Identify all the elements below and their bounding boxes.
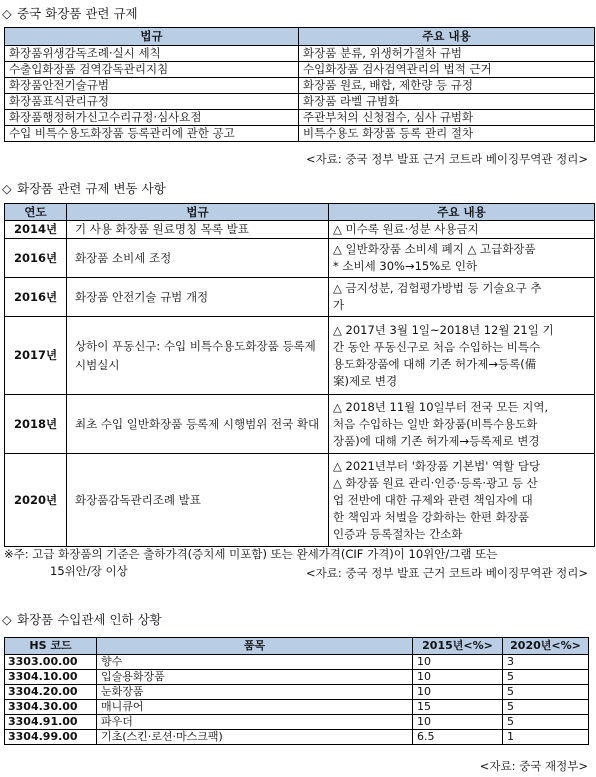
law-cell: 기 사용 화장품 원료명칭 목록 발표: [67, 221, 329, 239]
hs-code-cell: 3304.91.00: [5, 715, 97, 730]
content-cell: 화장품 분류, 위생허가절차 규범: [299, 46, 595, 62]
year-cell: 2016년: [5, 278, 67, 317]
table-header-row: [5, 638, 589, 655]
col-header-2015: 2015년<%>: [413, 638, 503, 655]
law-cell: 화장품위생감독조례·실시 세칙: [5, 46, 299, 62]
rate-2015-cell: 10: [413, 685, 503, 700]
table-row: [5, 62, 595, 78]
table-row: [5, 110, 595, 126]
diamond-bullet-icon: ◇: [2, 6, 12, 21]
year-cell: 2018년: [5, 395, 67, 454]
content-cell: 수입화장품 검사검역관리의 법적 근거: [299, 62, 595, 78]
item-cell: 매니큐어: [97, 700, 413, 715]
table-row: [5, 700, 589, 715]
law-cell: 화장품안전기술규범: [5, 78, 299, 94]
item-cell: 입술용화장품: [97, 670, 413, 685]
law-cell: 화장품 안전기술 규범 개정: [67, 278, 329, 317]
col-header-2020: 2020년<%>: [503, 638, 589, 655]
col-header-law: 법규: [5, 28, 299, 46]
diamond-bullet-icon: ◇: [2, 181, 12, 196]
hs-code-cell: 3304.20.00: [5, 685, 97, 700]
regulation-change-table: [4, 203, 595, 547]
table-row: [5, 454, 595, 547]
rate-2015-cell: 15: [413, 700, 503, 715]
law-cell: 상하이 푸동신구: 수입 비특수용도화장품 등록제 시범실시: [67, 317, 329, 395]
diamond-bullet-icon: ◇: [2, 612, 12, 627]
rate-2015-cell: 10: [413, 670, 503, 685]
table-row: [5, 46, 595, 62]
year-cell: 2020년: [5, 454, 67, 547]
law-cell: 수출입화장품 검역감독관리지침: [5, 62, 299, 78]
item-cell: 기초(스킨·로션·마스크팩): [97, 730, 413, 745]
law-cell: 화장품표식관리규정: [5, 94, 299, 110]
footnote-line-1: ※주: 고급 화장품의 기준은 출하가격(증치세 미포함) 또는 완세가격(CIF 가격)이 10위안/그램 또는: [4, 547, 498, 561]
table-row: [5, 221, 595, 239]
content-cell: △ 금지성분, 검험평가방법 등 기술요구 추 가: [329, 278, 595, 317]
source-note-2: <자료: 중국 정부 발표 근거 코트라 베이징무역관 정리>: [305, 566, 588, 580]
table-row: [5, 126, 595, 142]
rate-2020-cell: 5: [503, 685, 589, 700]
rate-2015-cell: 10: [413, 655, 503, 670]
col-header-law: 법규: [67, 204, 329, 221]
item-cell: 파우더: [97, 715, 413, 730]
content-cell: 비특수용도 화장품 등록 관리 절차: [299, 126, 595, 142]
table-row: [5, 685, 589, 700]
rate-2020-cell: 1: [503, 730, 589, 745]
table-row: [5, 94, 595, 110]
hs-code-cell: 3303.00.00: [5, 655, 97, 670]
table-row: [5, 239, 595, 278]
footnote-line-2: 15위안/장 이상: [50, 564, 128, 578]
table-row: [5, 670, 589, 685]
col-header-content: 주요 내용: [299, 28, 595, 46]
rate-2020-cell: 3: [503, 655, 589, 670]
content-cell: 화장품 원료, 배합, 제한량 등 규정: [299, 78, 595, 94]
section2-title: ◇ 화장품 관련 규제 변동 사항: [2, 181, 166, 196]
table-row: [5, 715, 589, 730]
section3-title: ◇ 화장품 수입관세 인하 상황: [2, 612, 162, 627]
source-note-3: <자료: 중국 재정부>: [479, 759, 588, 773]
content-cell: △ 일반화장품 소비세 폐지 △ 고급화장품 * 소비세 30%→15%로 인하: [329, 239, 595, 278]
table-header-row: [5, 204, 595, 221]
col-header-content: 주요 내용: [329, 204, 595, 221]
table-row: [5, 395, 595, 454]
rate-2015-cell: 10: [413, 715, 503, 730]
content-cell: △ 미수록 원료·성분 사용금지: [329, 221, 595, 239]
col-header-hs-code: HS 코드: [5, 638, 97, 655]
col-header-year: 연도: [5, 204, 67, 221]
table-row: [5, 730, 589, 745]
table-row: [5, 78, 595, 94]
table-row: [5, 655, 589, 670]
rate-2020-cell: 5: [503, 700, 589, 715]
item-cell: 향수: [97, 655, 413, 670]
table-row: [5, 317, 595, 395]
content-cell: 화장품 라벨 규범화: [299, 94, 595, 110]
col-header-item: 품목: [97, 638, 413, 655]
table-row: [5, 278, 595, 317]
regulation-table: [4, 27, 595, 142]
rate-2015-cell: 6.5: [413, 730, 503, 745]
tariff-table: [4, 637, 589, 745]
law-cell: 수입 비특수용도화장품 등록관리에 관한 공고: [5, 126, 299, 142]
item-cell: 눈화장품: [97, 685, 413, 700]
law-cell: 최초 수입 일반화장품 등록제 시행범위 전국 확대: [67, 395, 329, 454]
content-cell: △ 2018년 11월 10일부터 전국 모든 지역, 처음 수입하는 일반 화장품(비특수용도화 장품)에 대해 기존 허가제→등록제로 변경: [329, 395, 595, 454]
law-cell: 화장품 소비세 조정: [67, 239, 329, 278]
law-cell: 화장품감독관리조례 발표: [67, 454, 329, 547]
table-header-row: [5, 28, 595, 46]
source-note-1: <자료: 중국 정부 발표 근거 코트라 베이징무역관 정리>: [305, 152, 588, 166]
rate-2020-cell: 5: [503, 670, 589, 685]
content-cell: △ 2021년부터 '화장품 기본법' 역할 담당 △ 화장품 원료 관리·인증·등록·광고 등 산 업 전반에 대한 규제와 관련 책임자에 대 한 책임과 처벌을 강화하는 한편 화장품 인증과 등록절차는 간소화: [329, 454, 595, 547]
section1-title: ◇ 중국 화장품 관련 규제: [2, 6, 138, 21]
hs-code-cell: 3304.10.00: [5, 670, 97, 685]
law-cell: 화장품행정허가신고수리규정·심사요점: [5, 110, 299, 126]
year-cell: 2017년: [5, 317, 67, 395]
year-cell: 2014년: [5, 221, 67, 239]
hs-code-cell: 3304.99.00: [5, 730, 97, 745]
hs-code-cell: 3304.30.00: [5, 700, 97, 715]
content-cell: △ 2017년 3월 1일~2018년 12월 21일 기 간 동안 푸동신구로 처음 수입하는 비특수 용도화장품에 대해 기존 허가제→등록(備 案)제로 변경: [329, 317, 595, 395]
rate-2020-cell: 5: [503, 715, 589, 730]
year-cell: 2016년: [5, 239, 67, 278]
content-cell: 주관부처의 신청접수, 심사 규범화: [299, 110, 595, 126]
